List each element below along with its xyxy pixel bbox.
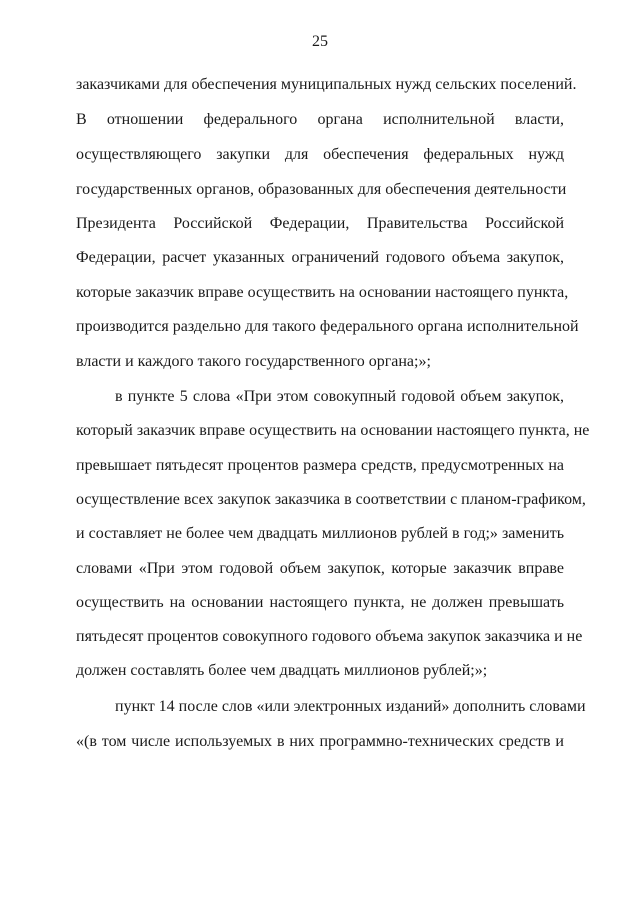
text-line: должен составлять более чем двадцать миллионов рублей;»; <box>76 662 488 679</box>
page-number: 25 <box>312 33 328 50</box>
text-line: Президента Российской Федерации, Правительства Российской <box>76 215 564 232</box>
text-line: государственных органов, образованных для обеспечения деятельности <box>76 181 567 198</box>
text-line: в пункте 5 слова «При этом совокупный годовой объем закупок, <box>115 388 564 405</box>
text-line: осуществление всех закупок заказчика в соответствии с планом-графиком, <box>76 491 586 508</box>
text-line: В отношении федерального органа исполнительной власти, <box>76 111 564 128</box>
text-line: и составляет не более чем двадцать миллионов рублей в год;» заменить <box>76 525 564 542</box>
text-line: Федерации, расчет указанных ограничений годового объема закупок, <box>76 249 564 266</box>
text-line: производится раздельно для такого федерального органа исполнительной <box>76 318 579 335</box>
text-line: пункт 14 после слов «или электронных изданий» дополнить словами <box>115 698 586 715</box>
text-line: «(в том числе используемых в них программно-технических средств и <box>76 733 564 750</box>
text-line: осуществляющего закупки для обеспечения федеральных нужд <box>76 146 564 163</box>
text-line: заказчиками для обеспечения муниципальных нужд сельских поселений. <box>76 76 577 93</box>
text-line: словами «При этом годовой объем закупок, которые заказчик вправе <box>76 560 564 577</box>
text-line: пятьдесят процентов совокупного годового объема закупок заказчика и не <box>76 628 583 645</box>
text-line: превышает пятьдесят процентов размера средств, предусмотренных на <box>76 457 564 474</box>
text-line: осуществить на основании настоящего пункта, не должен превышать <box>76 594 564 611</box>
text-line: который заказчик вправе осуществить на основании настоящего пункта, не <box>76 422 590 439</box>
text-line: которые заказчик вправе осуществить на основании настоящего пункта, <box>76 284 569 301</box>
text-line: власти и каждого такого государственного органа;»; <box>76 353 431 370</box>
